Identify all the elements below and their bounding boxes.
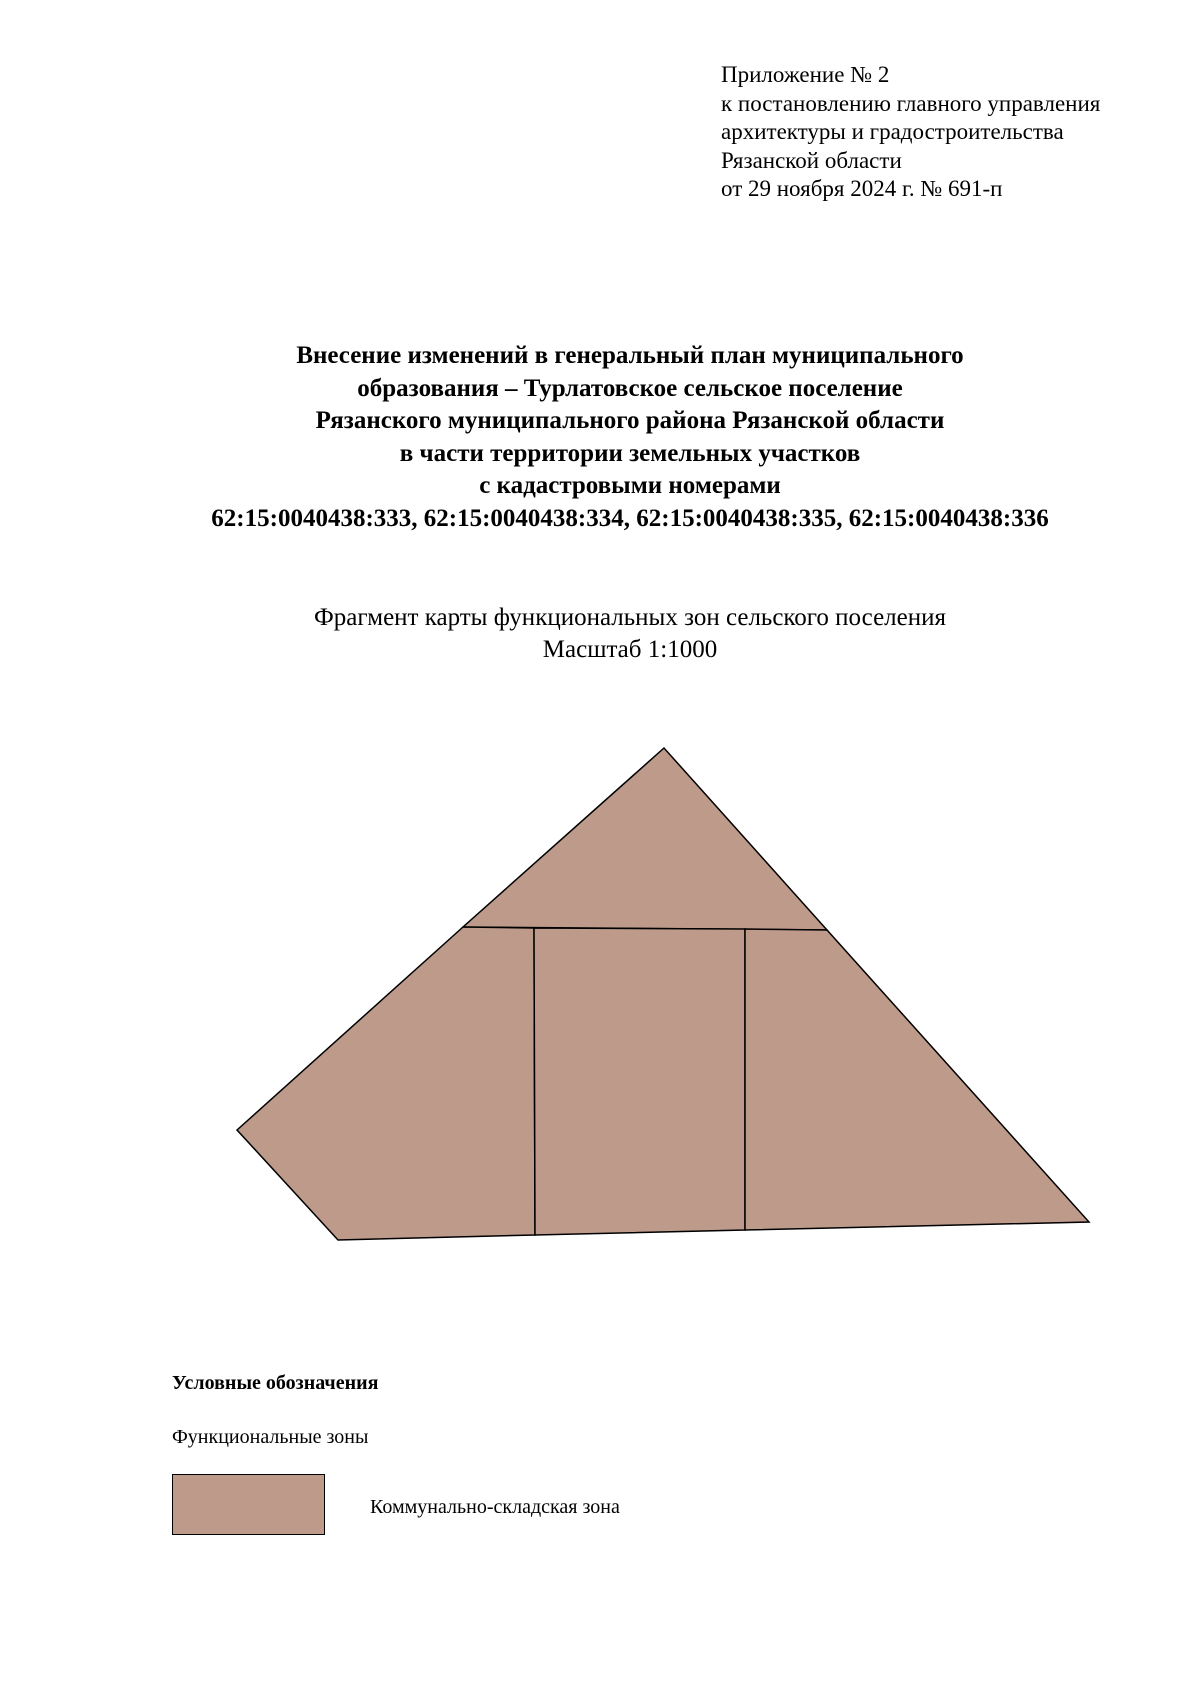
title-line-3: Рязанского муниципального района Рязанской области [315, 407, 945, 434]
appendix-line-number: Приложение № 2 [721, 62, 890, 87]
appendix-line-authority: архитектуры и градостроительства [721, 119, 1064, 144]
title-line-4: в части территории земельных участков [399, 439, 861, 467]
legend-label-communal-warehouse: Коммунально-складская зона [370, 1496, 620, 1518]
map-scale: Масштаб 1:1000 [542, 636, 718, 663]
map-caption: Фрагмент карты функциональных зон сельского поселения [313, 604, 947, 631]
title-line-5: с кадастровыми номерами [479, 472, 781, 499]
title-line-cadastral: 62:15:0040438:333, 62:15:0040438:334, 62:15:0040438:335, 62:15:0040438:336 [211, 504, 1049, 532]
appendix-line-region: Рязанской области [721, 147, 902, 173]
title-line-1: Внесение изменений в генеральный план муниципального [296, 342, 964, 369]
appendix-line-date: от 29 ноября 2024 г. № 691-п [721, 176, 1003, 201]
legend-group-label: Функциональные зоны [172, 1426, 369, 1448]
appendix-line-resolution: к постановлению главного управления [721, 90, 1101, 116]
legend-title: Условные обозначения [172, 1372, 379, 1394]
zone-parcel-middle [534, 928, 745, 1235]
legend-swatch-communal-warehouse [172, 1474, 325, 1535]
zone-parcel-top [463, 748, 827, 930]
zone-parcel-left [237, 927, 535, 1240]
title-line-2: образования – Турлатовское сельское поселение [357, 374, 903, 402]
zone-parcel-right [745, 929, 1089, 1230]
